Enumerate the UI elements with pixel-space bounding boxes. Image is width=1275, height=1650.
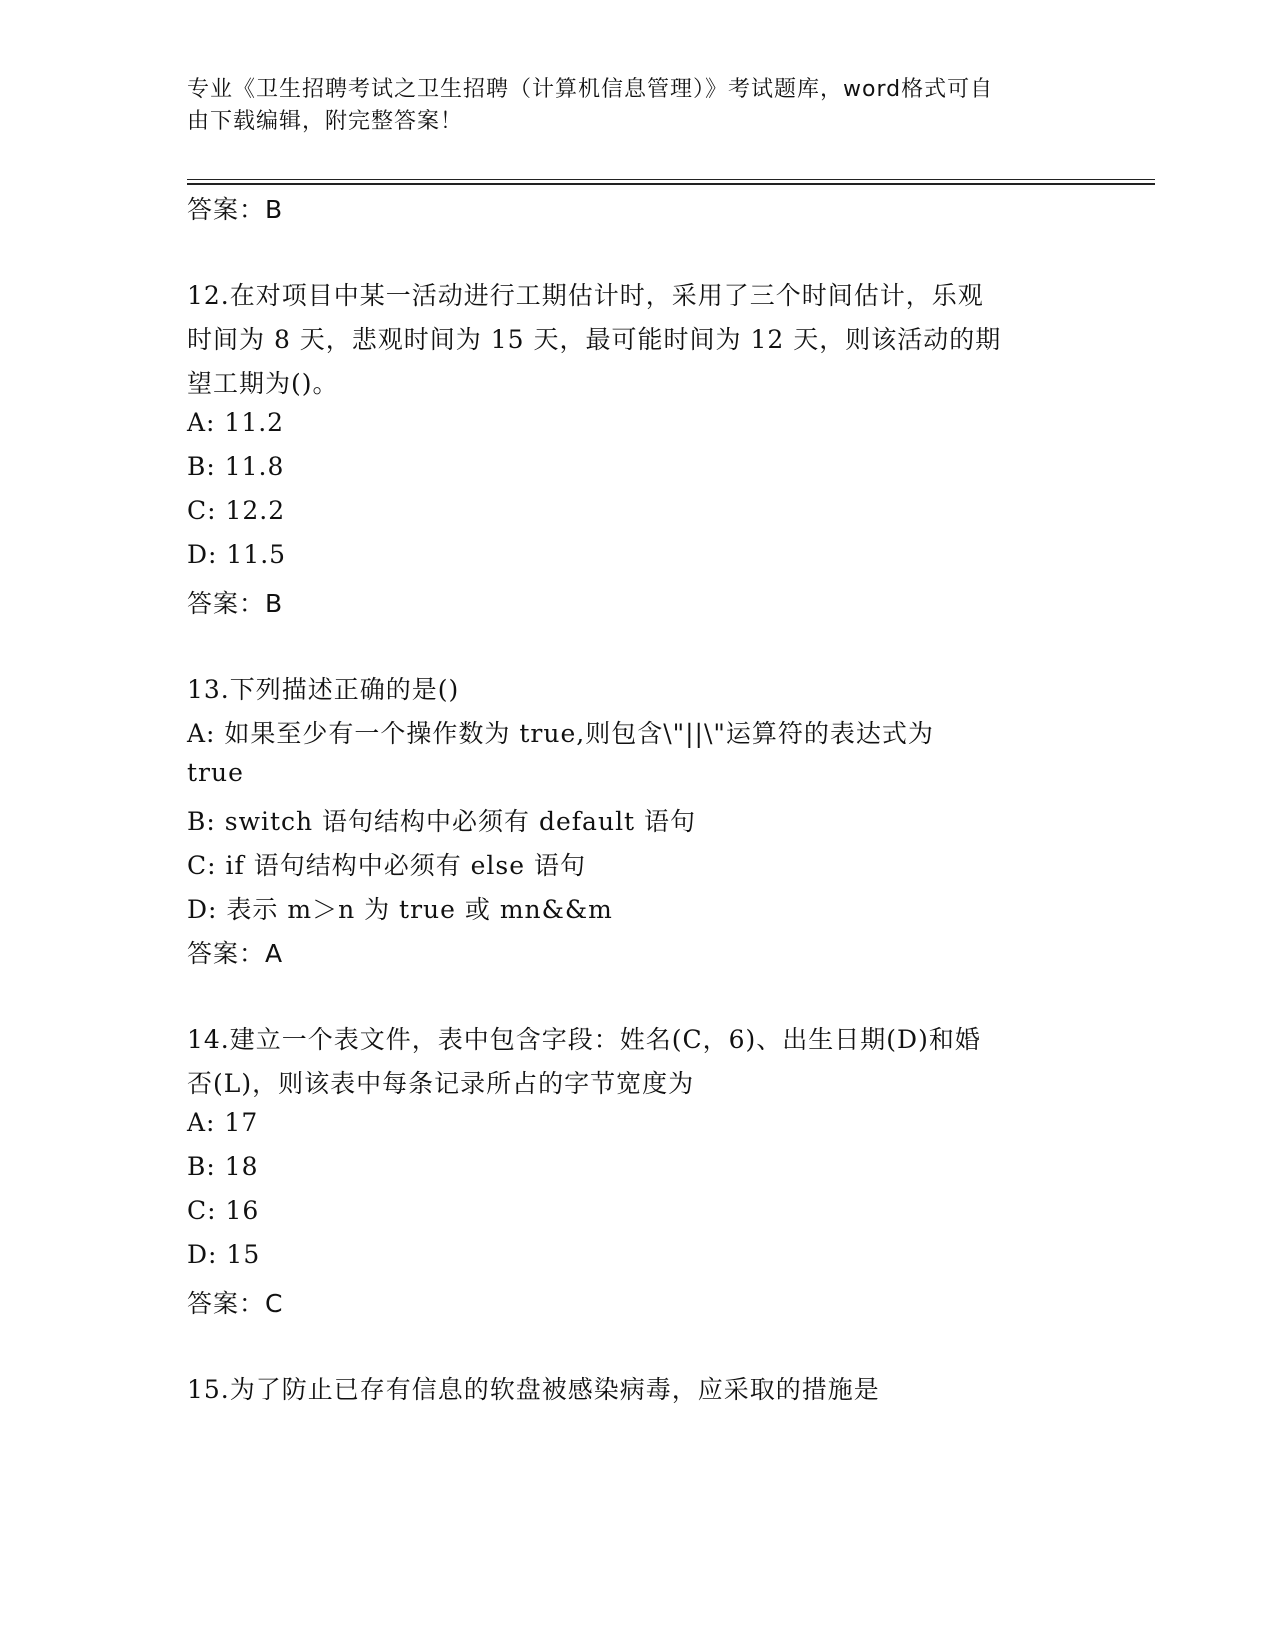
question-13-option-a: A: 如果至少有一个操作数为 true,则包含\"||\"运算符的表达式为: [187, 719, 934, 748]
question-12-stem-line: 望工期为()。: [187, 369, 339, 398]
page-header: [187, 74, 1067, 138]
question-14-option-d: D: 15: [187, 1240, 261, 1269]
question-12-answer: 答案：B: [187, 589, 284, 618]
question-15-stem-line: 15.为了防止已存有信息的软盘被感染病毒，应采取的措施是: [187, 1375, 880, 1404]
question-13-stem-line: 13.下列描述正确的是(): [187, 675, 460, 704]
question-14-option-c: C: 16: [187, 1196, 260, 1225]
question-13-answer: 答案：A: [187, 939, 284, 968]
header-divider-thick: [187, 183, 1155, 185]
question-13-option-b: B: switch 语句结构中必须有 default 语句: [187, 807, 697, 836]
question-12-stem-line: 12.在对项目中某一活动进行工期估计时，采用了三个时间估计，乐观: [187, 281, 984, 310]
question-12-stem-line: 时间为 8 天，悲观时间为 15 天，最可能时间为 12 天，则该活动的期: [187, 325, 1002, 354]
question-14-stem-line: 14.建立一个表文件，表中包含字段：姓名(C，6)、出生日期(D)和婚: [187, 1025, 981, 1054]
question-14-option-b: B: 18: [187, 1152, 259, 1181]
question-12-option-d: D: 11.5: [187, 540, 287, 569]
question-12-option-b: B: 11.8: [187, 452, 285, 481]
question-14-option-a: A: 17: [187, 1108, 259, 1137]
header-line-1: 专业《卫生招聘考试之卫生招聘（计算机信息管理）》考试题库，word格式可自: [187, 77, 994, 102]
question-12-option-a: A: 11.2: [187, 408, 285, 437]
question-12-option-c: C: 12.2: [187, 496, 286, 525]
header-divider: [187, 179, 1155, 180]
question-13-option-d: D: 表示 m＞n 为 true 或 mn&&m: [187, 895, 613, 924]
answer-line: 答案：B: [187, 195, 284, 224]
question-13-option-a-continued: true: [187, 758, 244, 787]
header-line-2: 由下载编辑，附完整答案！: [187, 109, 464, 134]
question-14-stem-line: 否(L)，则该表中每条记录所占的字节宽度为: [187, 1069, 695, 1098]
question-14-answer: 答案：C: [187, 1289, 284, 1318]
question-13-option-c: C: if 语句结构中必须有 else 语句: [187, 851, 587, 880]
